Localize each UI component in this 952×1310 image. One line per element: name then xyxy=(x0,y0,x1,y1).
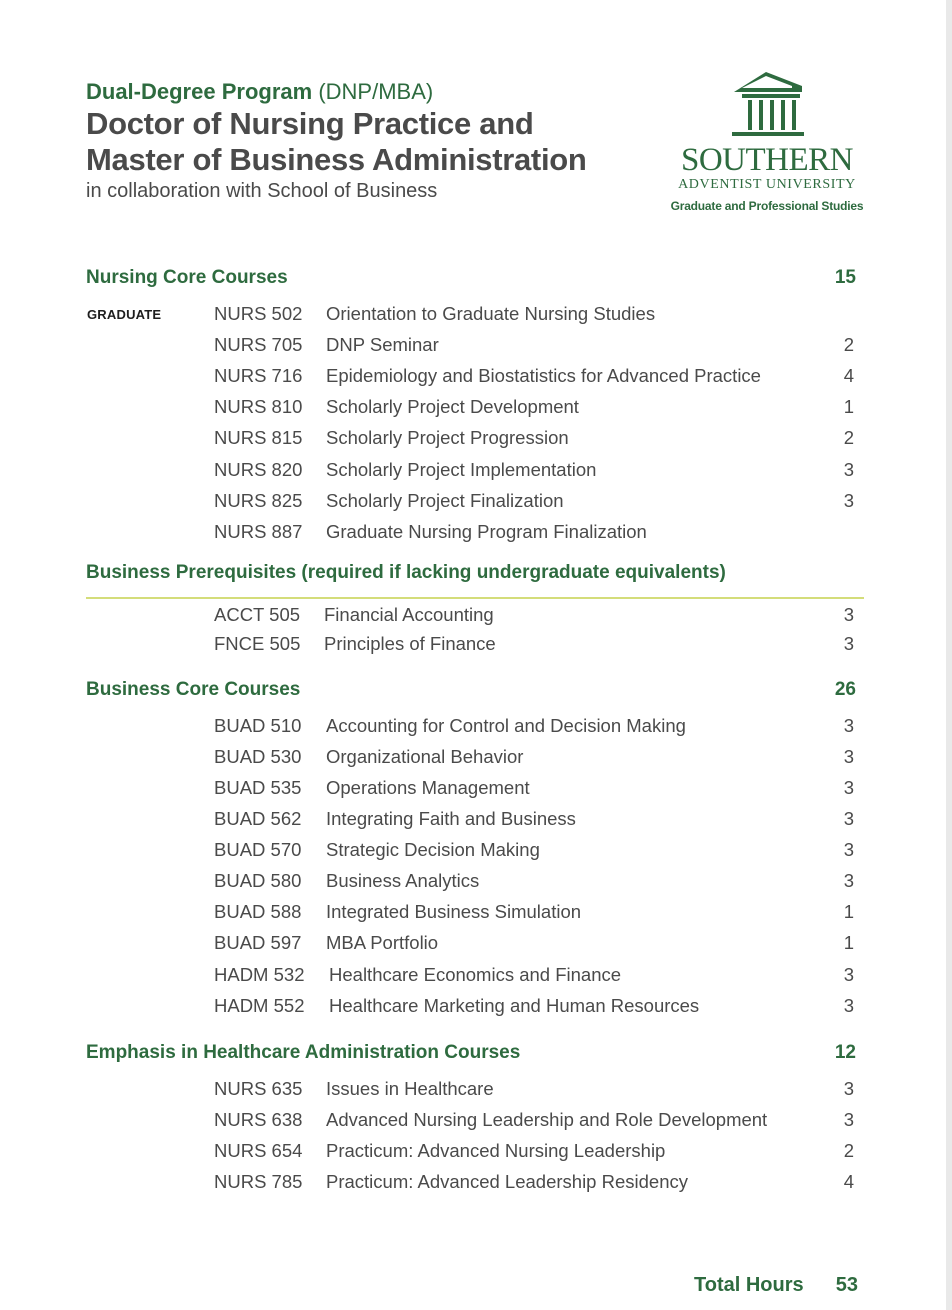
course-row xyxy=(214,776,854,800)
course-row xyxy=(214,302,854,326)
course-row xyxy=(214,1170,854,1194)
course-row xyxy=(214,869,854,893)
course-name: Healthcare Economics and Finance xyxy=(329,964,622,985)
course-name: Issues in Healthcare xyxy=(326,1078,494,1099)
course-code: ACCT 505 xyxy=(214,604,301,625)
section-total: 15 xyxy=(834,267,856,288)
course-hours: 2 xyxy=(843,334,854,355)
course-hours: 3 xyxy=(843,1109,854,1130)
course-name: Practicum: Advanced Nursing Leadership xyxy=(326,1140,666,1161)
course-name: Scholarly Project Implementation xyxy=(326,459,597,480)
course-code: BUAD 597 xyxy=(214,932,302,953)
course-name: Principles of Finance xyxy=(324,633,496,654)
course-hours: 1 xyxy=(843,396,854,417)
course-hours: 2 xyxy=(843,1140,854,1161)
course-name: Operations Management xyxy=(326,777,530,798)
course-name: Scholarly Project Finalization xyxy=(326,490,564,511)
course-code: NURS 820 xyxy=(214,459,303,480)
course-name: Organizational Behavior xyxy=(326,746,524,767)
course-hours: 3 xyxy=(843,604,854,625)
program-header xyxy=(86,78,646,204)
section-title: Emphasis in Healthcare Administration Courses xyxy=(86,1042,521,1063)
program-abbreviation: (DNP/MBA) xyxy=(318,79,434,104)
course-row xyxy=(214,963,854,987)
course-name: Healthcare Marketing and Human Resources xyxy=(329,995,700,1016)
course-row xyxy=(214,520,854,544)
course-hours: 3 xyxy=(843,995,854,1016)
course-hours: 4 xyxy=(843,1171,854,1192)
total-hours xyxy=(694,1272,858,1298)
course-name: Orientation to Graduate Nursing Studies xyxy=(326,303,656,324)
course-name: Practicum: Advanced Leadership Residency xyxy=(326,1171,688,1192)
course-hours: 3 xyxy=(843,870,854,891)
course-row xyxy=(214,426,854,450)
course-row xyxy=(214,838,854,862)
page-edge xyxy=(946,0,952,1310)
logo-name: SOUTHERN xyxy=(680,142,853,178)
section-header-nursing-core xyxy=(86,266,856,290)
course-row xyxy=(214,603,854,627)
course-hours: 2 xyxy=(843,427,854,448)
course-name: MBA Portfolio xyxy=(326,932,439,953)
course-name: Advanced Nursing Leadership and Role Development xyxy=(326,1109,768,1130)
title-line-2: Master of Business Administration xyxy=(86,142,587,177)
course-hours: 1 xyxy=(843,932,854,953)
building-columns-icon xyxy=(732,70,804,138)
course-code: BUAD 530 xyxy=(214,746,302,767)
course-row xyxy=(214,364,854,388)
course-hours: 3 xyxy=(843,746,854,767)
course-row xyxy=(214,458,854,482)
course-code: BUAD 580 xyxy=(214,870,302,891)
course-row xyxy=(214,1139,854,1163)
section-header-business-prerequisites xyxy=(86,561,856,585)
section-title: Nursing Core Courses xyxy=(86,267,288,288)
section-divider xyxy=(86,597,864,599)
section-total: 26 xyxy=(834,679,856,700)
course-row xyxy=(214,745,854,769)
course-name: Epidemiology and Biostatistics for Advanced Practice xyxy=(326,365,761,386)
course-name: DNP Seminar xyxy=(326,334,439,355)
course-hours: 3 xyxy=(843,633,854,654)
course-row xyxy=(214,632,854,656)
course-code: NURS 810 xyxy=(214,396,303,417)
course-code: NURS 705 xyxy=(214,334,303,355)
title-line-1: Doctor of Nursing Practice and xyxy=(86,106,534,141)
logo-subtitle: ADVENTIST UNIVERSITY xyxy=(678,177,856,192)
course-hours: 3 xyxy=(843,777,854,798)
course-name: Scholarly Project Development xyxy=(326,396,579,417)
section-header-healthcare-administration xyxy=(86,1041,856,1065)
course-hours: 3 xyxy=(843,459,854,480)
course-code: NURS 502 xyxy=(214,303,303,324)
course-code: BUAD 588 xyxy=(214,901,302,922)
course-hours: 1 xyxy=(843,901,854,922)
course-code: NURS 635 xyxy=(214,1078,303,1099)
course-code: NURS 654 xyxy=(214,1140,303,1161)
course-code: HADM 552 xyxy=(214,995,305,1016)
course-row xyxy=(214,1077,854,1101)
course-code: BUAD 562 xyxy=(214,808,302,829)
collaboration-line: in collaboration with School of Business xyxy=(86,180,438,202)
course-hours: 3 xyxy=(843,839,854,860)
course-name: Business Analytics xyxy=(326,870,480,891)
course-row xyxy=(214,807,854,831)
course-hours: 3 xyxy=(843,715,854,736)
total-hours-label: Total Hours xyxy=(694,1274,804,1296)
course-row xyxy=(214,333,854,357)
course-code: BUAD 510 xyxy=(214,715,302,736)
section-title: Business Prerequisites (required if lacking undergraduate equivalents) xyxy=(86,562,726,583)
section-header-business-core xyxy=(86,678,856,702)
section-title: Business Core Courses xyxy=(86,679,301,700)
course-row xyxy=(214,931,854,955)
course-row xyxy=(214,900,854,924)
course-row xyxy=(214,994,854,1018)
course-code: NURS 815 xyxy=(214,427,303,448)
course-hours: 4 xyxy=(843,365,854,386)
course-name: Integrating Faith and Business xyxy=(326,808,576,829)
course-code: HADM 532 xyxy=(214,964,305,985)
course-hours: 3 xyxy=(843,808,854,829)
total-hours-value: 53 xyxy=(835,1274,858,1296)
program-name: Dual-Degree Program xyxy=(86,79,313,104)
course-code: NURS 887 xyxy=(214,521,303,542)
course-name: Integrated Business Simulation xyxy=(326,901,582,922)
logo-tagline: Graduate and Professional Studies xyxy=(670,199,864,213)
course-hours: 3 xyxy=(843,964,854,985)
course-code: NURS 638 xyxy=(214,1109,303,1130)
course-name: Accounting for Control and Decision Making xyxy=(326,715,686,736)
course-name: Graduate Nursing Program Finalization xyxy=(326,521,647,542)
course-name: Scholarly Project Progression xyxy=(326,427,569,448)
course-hours: 3 xyxy=(843,1078,854,1099)
course-hours: 3 xyxy=(843,490,854,511)
program-line xyxy=(86,78,646,106)
course-code: NURS 716 xyxy=(214,365,303,386)
course-name: Financial Accounting xyxy=(324,604,494,625)
course-row xyxy=(214,1108,854,1132)
course-code: BUAD 535 xyxy=(214,777,302,798)
course-code: NURS 785 xyxy=(214,1171,303,1192)
course-name: Strategic Decision Making xyxy=(326,839,540,860)
course-code: NURS 825 xyxy=(214,490,303,511)
course-code: FNCE 505 xyxy=(214,633,301,654)
section-total: 12 xyxy=(834,1042,856,1063)
level-label: GRADUATE xyxy=(87,307,162,322)
university-logo xyxy=(668,70,866,216)
course-row xyxy=(214,714,854,738)
course-code: BUAD 570 xyxy=(214,839,302,860)
course-row xyxy=(214,395,854,419)
course-row xyxy=(214,489,854,513)
